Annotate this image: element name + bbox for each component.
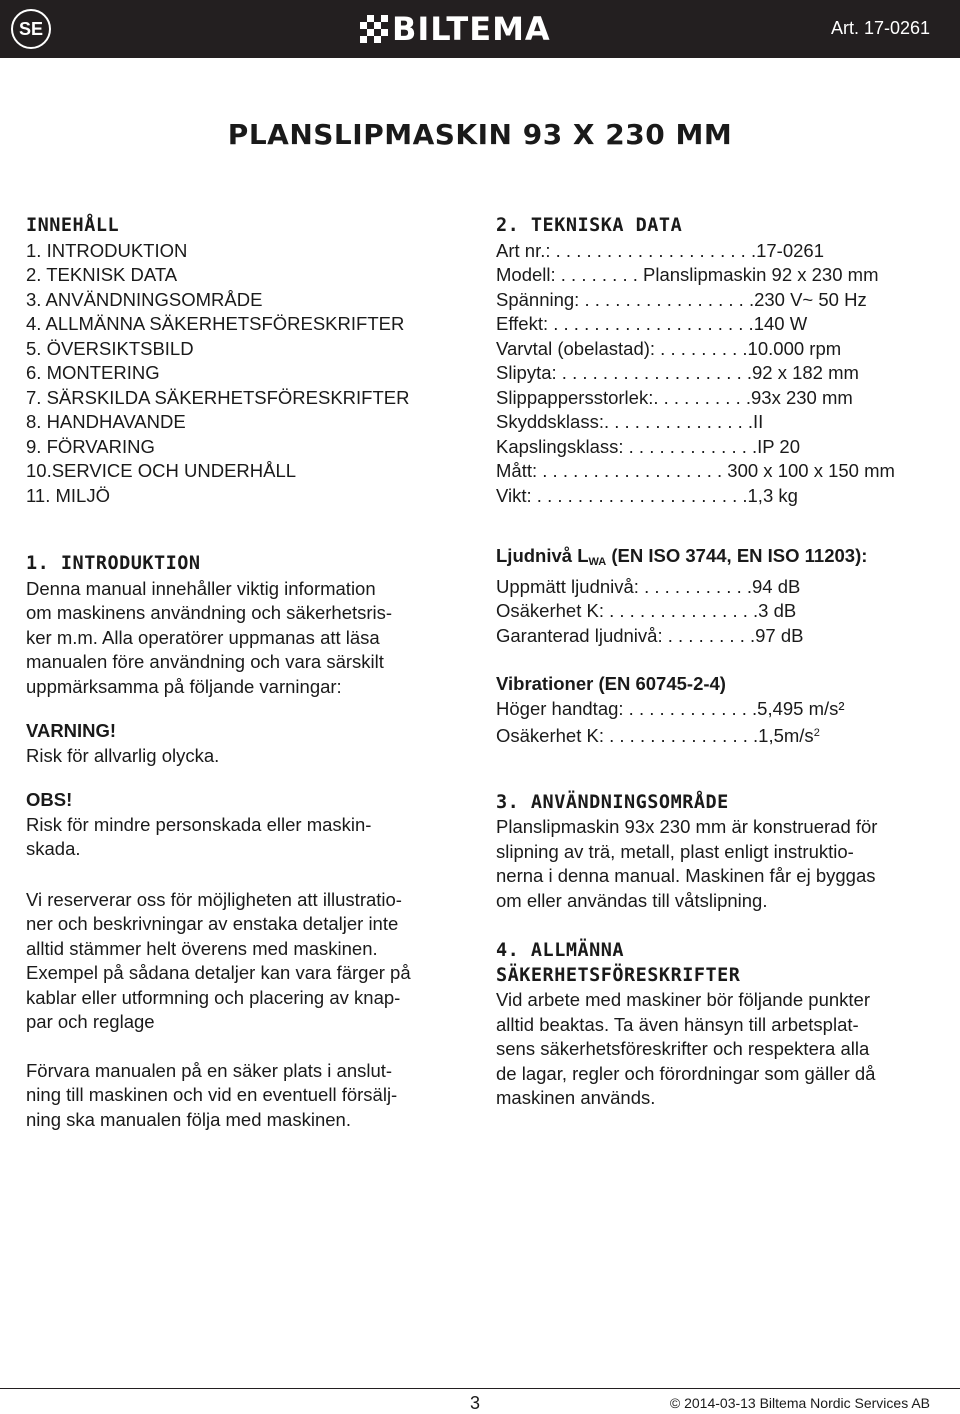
intro-line: ker m.m. Alla operatörer uppmanas att läsa (26, 626, 380, 648)
reservation-line: kablar eller utformning och placering av knap- (26, 986, 401, 1008)
safety-heading-line2: SÄKERHETSFÖRESKRIFTER (496, 964, 741, 986)
sound-heading-sub: WA (588, 556, 607, 568)
article-number: Art. 17-0261 (830, 18, 930, 38)
toc-item: 8. HANDHAVANDE (26, 411, 186, 432)
safety-line: de lagar, regler och förordningar som gäller då (496, 1062, 876, 1084)
storage-line: ning till maskinen och vid en eventuell försälj- (26, 1084, 398, 1105)
safety-paragraph (496, 988, 941, 1111)
safety-line: Vid arbete med maskiner bör följande punkter (496, 989, 870, 1010)
reservation-line: Exempel på sådana detaljer kan vara färger på (26, 962, 411, 983)
toc-item: 6. MONTERING (26, 362, 160, 383)
tech-spec-list (496, 239, 941, 509)
reservation-line: par och reglage (26, 1011, 155, 1032)
reservation-line: ner och beskrivningar av enstaka detaljer inte (26, 913, 399, 934)
usage-line: Planslipmaskin 93x 230 mm är konstruerad för (496, 816, 878, 837)
safety-line: alltid beaktas. Ta även hänsyn till arbetsplat- (496, 1013, 859, 1035)
intro-line: Denna manual innehåller viktig information (26, 577, 376, 599)
usage-paragraph (496, 815, 941, 913)
spec-row: Vikt: . . . . . . . . . . . . . . . . . . . . .1,3 kg (496, 484, 798, 506)
toc-item: 7. SÄRSKILDA SÄKERHETSFÖRESKRIFTER (26, 386, 410, 408)
toc-item: 1. INTRODUKTION (26, 239, 188, 261)
intro-line: uppmärksamma på följande varningar: (26, 675, 342, 697)
spec-row: Slipyta: . . . . . . . . . . . . . . . . . . .92 x 182 mm (496, 362, 859, 383)
usage-line: om eller användas till våtslipning. (496, 889, 768, 911)
sound-heading-post: (EN ISO 3744, EN ISO 11203): (606, 545, 868, 566)
spec-row: Modell: . . . . . . . . Planslipmaskin 92 x 230 mm (496, 264, 879, 285)
toc-heading: INNEHÅLL (26, 215, 120, 236)
spec-row: Spänning: . . . . . . . . . . . . . . . . .230 V~ 50 Hz (496, 288, 867, 310)
toc-item: 3. ANVÄNDNINGSOMRÅDE (26, 288, 263, 310)
sound-heading (496, 544, 941, 575)
usage-heading: 3. ANVÄNDNINGSOMRÅDE (496, 791, 729, 813)
language-badge: SE (11, 9, 51, 49)
copyright-text: © 2014-03-13 Biltema Nordic Services AB (669, 1395, 930, 1411)
storage-line: ning ska manualen följa med maskinen. (26, 1108, 351, 1130)
vibration-row2-text: Osäkerhet K: . . . . . . . . . . . . . . .1,5m/s (496, 725, 814, 746)
footer-divider (0, 1388, 960, 1389)
sound-row: Osäkerhet K: . . . . . . . . . . . . . . .3 dB (496, 600, 797, 621)
toc-item: 5. ÖVERSIKTSBILD (26, 337, 194, 359)
reservation-line: Vi reserverar oss för möjligheten att illustratio- (26, 888, 402, 910)
obs-line: skada. (26, 838, 81, 859)
sound-row: Uppmätt ljudnivå: . . . . . . . . . . .94 dB (496, 575, 801, 597)
toc-item: 11. MILJÖ (26, 484, 110, 506)
spec-row: Kapslingsklass: . . . . . . . . . . . . .IP 20 (496, 435, 801, 457)
intro-line: manualen före användning och vara särskilt (26, 651, 384, 672)
intro-heading: 1. INTRODUKTION (26, 553, 201, 574)
page-title: PLANSLIPMASKIN 93 X 230 MM (227, 118, 733, 151)
checkered-flag-icon (360, 15, 388, 43)
spec-row: Varvtal (obelastad): . . . . . . . . .10.000 rpm (496, 337, 842, 359)
vibration-row2-sup: 2 (813, 727, 820, 739)
spec-row: Art nr.: . . . . . . . . . . . . . . . . . . . .17-0261 (496, 239, 824, 261)
vibration-heading: Vibrationer (EN 60745-2-4) (496, 673, 726, 694)
sound-heading-pre: Ljudnivå L (496, 545, 589, 566)
spec-row: Slippappersstorlek:. . . . . . . . . .93x 230 mm (496, 386, 853, 408)
safety-line: maskinen används. (496, 1087, 656, 1108)
intro-paragraph (26, 577, 466, 700)
brand-name: BILTEMA (392, 10, 551, 48)
brand-logo (360, 12, 551, 46)
toc-item: 4. ALLMÄNNA SÄKERHETSFÖRESKRIFTER (26, 313, 405, 334)
right-column (496, 214, 941, 1111)
usage-line: nerna i denna manual. Maskinen får ej byggas (496, 865, 876, 886)
spec-row: Mått: . . . . . . . . . . . . . . . . . . 300 x 100 x 150 mm (496, 460, 895, 481)
obs-label: OBS! (26, 789, 73, 810)
obs-line: Risk för mindre personskada eller maskin- (26, 813, 372, 835)
toc-item: 10.SERVICE OCH UNDERHÅLL (26, 460, 297, 481)
toc-item: 9. FÖRVARING (26, 435, 155, 457)
left-column (26, 214, 466, 1132)
toc-list (26, 239, 466, 509)
usage-line: slipning av trä, metall, plast enligt instruktio- (496, 840, 854, 862)
intro-line: om maskinens användning och säkerhetsris- (26, 602, 393, 623)
storage-line: Förvara manualen på en säker plats i anslut- (26, 1059, 393, 1081)
spec-row: Effekt: . . . . . . . . . . . . . . . . . . . .140 W (496, 313, 808, 334)
reservation-paragraph (26, 888, 466, 1035)
vibration-row: Höger handtag: . . . . . . . . . . . . .5,495 m/s² (496, 697, 845, 719)
page-number: 3 (470, 1393, 481, 1413)
sound-row: Garanterad ljudnivå: . . . . . . . . .97 dB (496, 624, 804, 646)
warning-label: VARNING! (26, 720, 117, 741)
warning-text: Risk för allvarlig olycka. (26, 744, 220, 766)
safety-heading-line1: 4. ALLMÄNNA (496, 940, 625, 961)
tech-heading: 2. TEKNISKA DATA (496, 215, 683, 236)
reservation-line: alltid stämmer helt överens med maskinen. (26, 937, 378, 959)
vibration-row (496, 721, 941, 749)
safety-line: sens säkerhetsföreskrifter och respektera alla (496, 1038, 870, 1059)
toc-item: 2. TEKNISK DATA (26, 264, 178, 285)
spec-row: Skyddsklass:. . . . . . . . . . . . . . .II (496, 411, 764, 432)
storage-paragraph (26, 1059, 466, 1133)
header-bar (0, 0, 960, 58)
